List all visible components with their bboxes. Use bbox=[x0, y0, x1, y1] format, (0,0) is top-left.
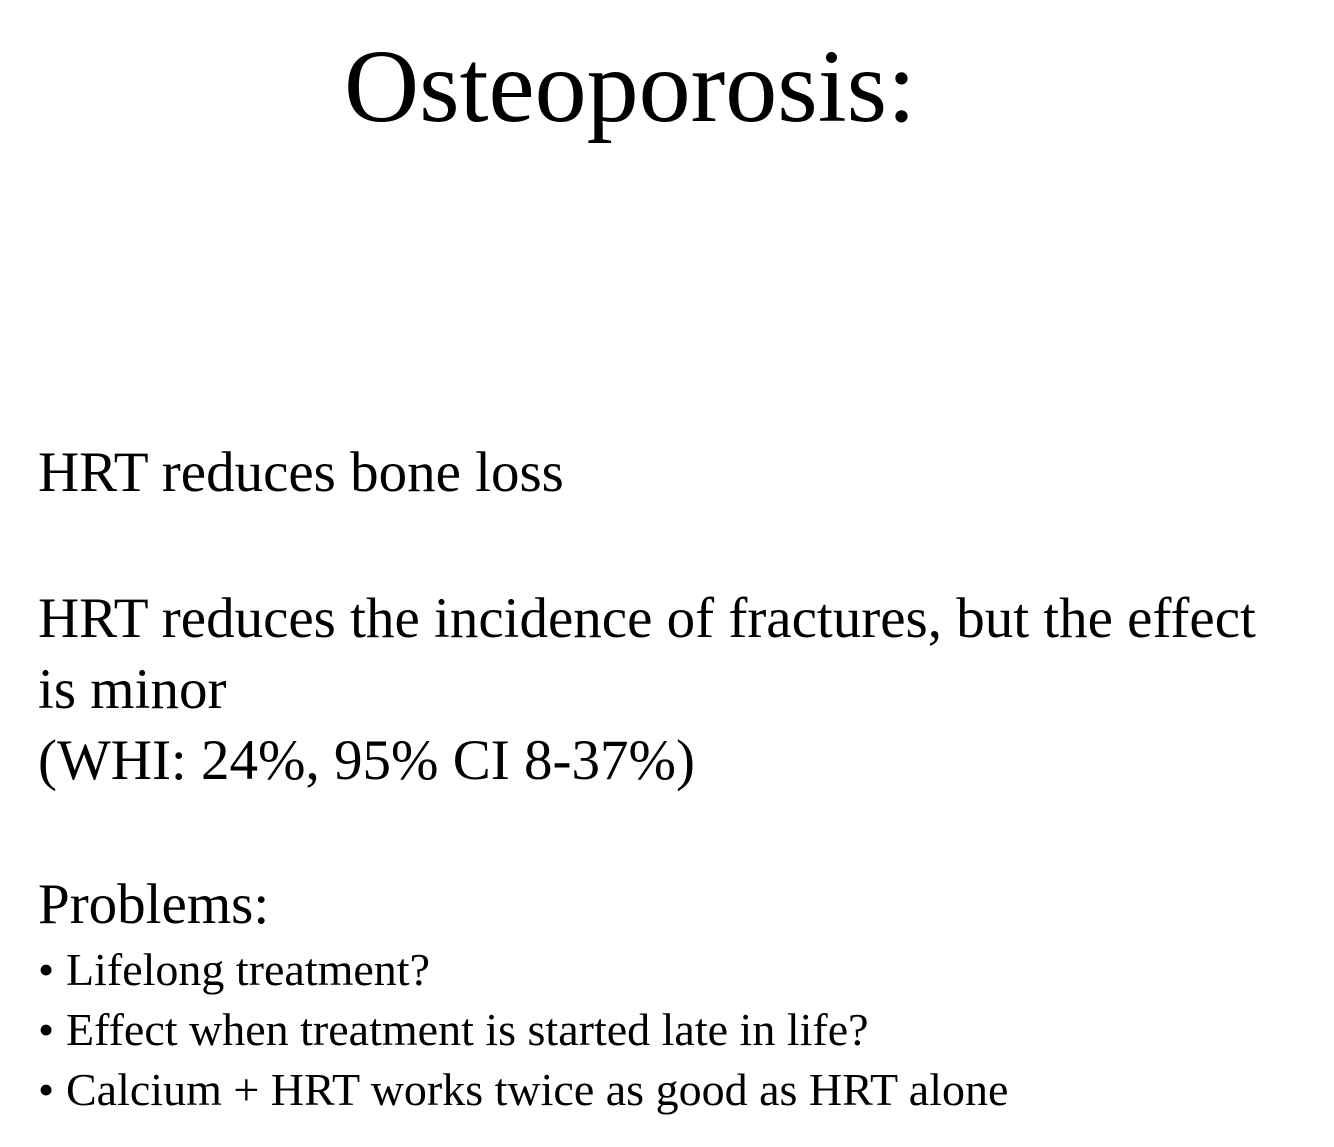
problems-list bbox=[38, 940, 1008, 1120]
list-item bbox=[38, 1060, 1008, 1120]
statement-fractures: HRT reduces the incidence of fractures, but the effect bbox=[38, 587, 1256, 650]
statement-whi-statistic: (WHI: 24%, 95% CI 8-37%) bbox=[38, 729, 695, 792]
bullet-icon: • bbox=[38, 944, 55, 995]
bullet-icon: • bbox=[38, 1064, 55, 1115]
list-item-text: Calcium + HRT works twice as good as HRT alone bbox=[66, 1064, 1009, 1115]
problems-heading: Problems: bbox=[38, 873, 270, 936]
statement-bone-loss: HRT reduces bone loss bbox=[38, 441, 564, 504]
list-item bbox=[38, 940, 1008, 1000]
statement-fractures-continued: is minor bbox=[38, 658, 227, 721]
list-item-text: Lifelong treatment? bbox=[66, 944, 431, 995]
list-item-text: Effect when treatment is started late in life? bbox=[66, 1004, 869, 1055]
slide-title: Osteoporosis: bbox=[344, 29, 916, 144]
list-item bbox=[38, 1000, 1008, 1060]
bullet-icon: • bbox=[38, 1004, 55, 1055]
